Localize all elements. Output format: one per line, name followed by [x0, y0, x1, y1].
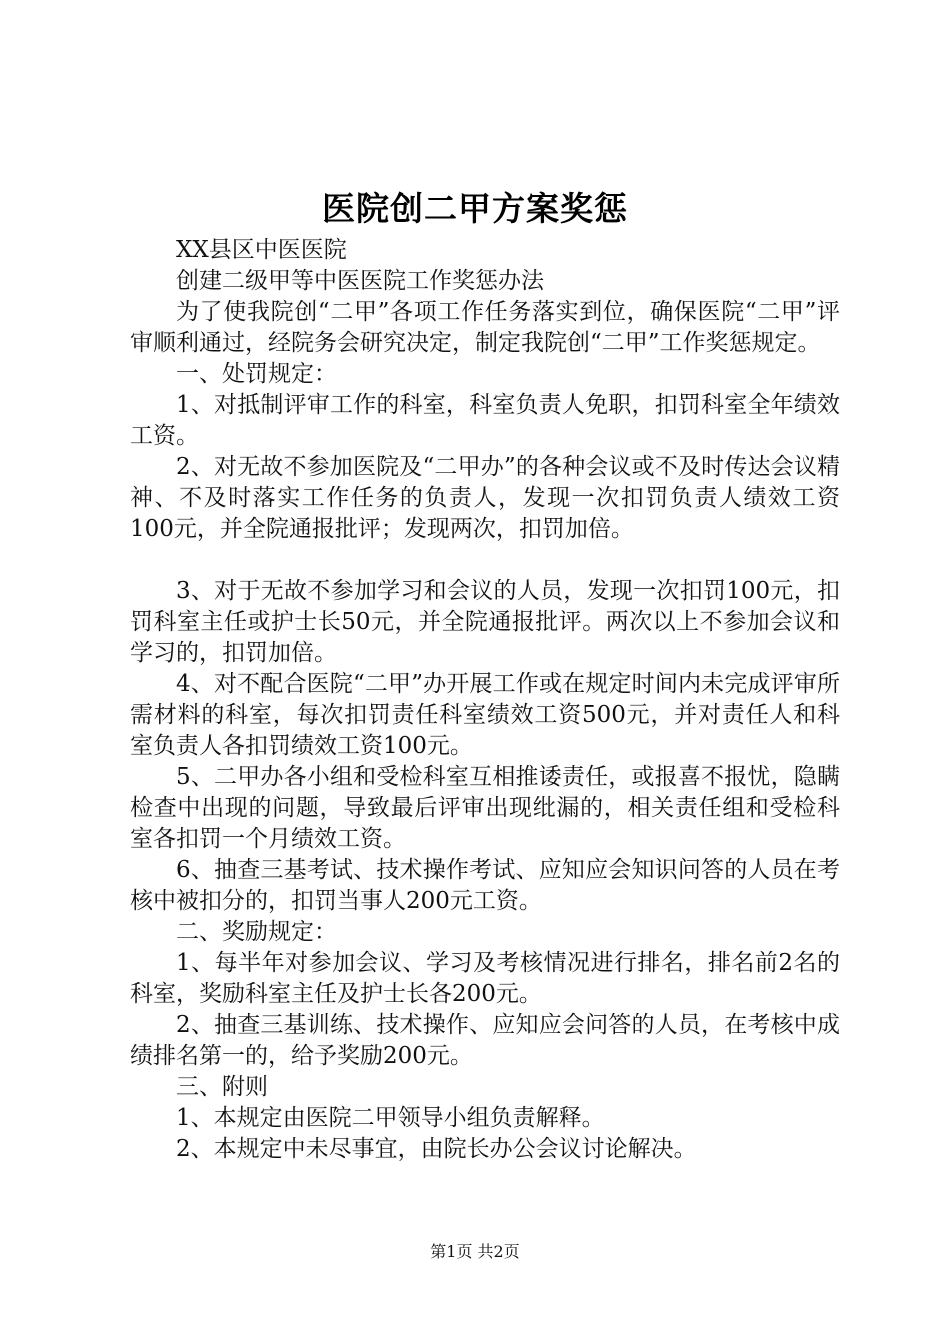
paragraph-subtitle: 创建二级甲等中医医院工作奖惩办法: [176, 268, 544, 294]
document-title: 医院创二甲方案奖惩: [322, 189, 628, 228]
penalty-item-5: 5、二甲办各小组和受检科室互相推诿责任，或报喜不报忧，隐瞒检查中出现的问题，导致最后评审出现纰漏的，相关责任组和受检科室各扣罚一个月绩效工资。: [130, 764, 840, 852]
paragraph-hospital-name: XX县区中医医院: [176, 237, 347, 263]
penalty-item-6: 6、抽查三基考试、技术操作考试、应知应会知识问答的人员在考核中被扣分的，扣罚当事人200元工资。: [130, 857, 840, 914]
penalty-item-3: 3、对于无故不参加学习和会议的人员，发现一次扣罚100元，扣罚科室主任或护士长50元，并全院通报批评。两次以上不参加会议和学习的，扣罚加倍。: [130, 578, 840, 666]
reward-item-2: 2、抽查三基训练、技术操作、应知应会问答的人员，在考核中成绩排名第一的，给予奖励200元。: [130, 1012, 840, 1069]
page-footer: 第1页 共2页: [430, 1242, 520, 1261]
penalty-item-4: 4、对不配合医院“二甲”办开展工作或在规定时间内未完成评审所需材料的科室，每次扣罚责任科室绩效工资500元，并对责任人和科室负责人各扣罚绩效工资100元。: [130, 671, 840, 759]
paragraph-intro: 为了使我院创“二甲”各项工作任务落实到位，确保医院“二甲”评审顺利通过，经院务会研究决定，制定我院创“二甲”工作奖惩规定。: [130, 299, 840, 356]
document-body: [130, 235, 840, 1165]
appendix-item-2: 2、本规定中未尽事宜，由院长办公会议讨论解决。: [176, 1136, 697, 1162]
section-heading-appendix: 三、附则: [176, 1074, 268, 1100]
section-heading-reward: 二、奖励规定：: [176, 919, 337, 945]
penalty-item-1: 1、对抵制评审工作的科室，科室负责人免职，扣罚科室全年绩效工资。: [130, 392, 840, 449]
section-heading-penalty: 一、处罚规定：: [176, 361, 337, 387]
appendix-item-1: 1、本规定由医院二甲领导小组负责解释。: [176, 1105, 605, 1131]
penalty-item-2: 2、对无故不参加医院及“二甲办”的各种会议或不及时传达会议精神、不及时落实工作任务的负责人，发现一次扣罚负责人绩效工资100元，并全院通报批评；发现两次，扣罚加倍。: [130, 454, 840, 542]
reward-item-1: 1、每半年对参加会议、学习及考核情况进行排名，排名前2名的科室，奖励科室主任及护士长各200元。: [130, 950, 840, 1007]
